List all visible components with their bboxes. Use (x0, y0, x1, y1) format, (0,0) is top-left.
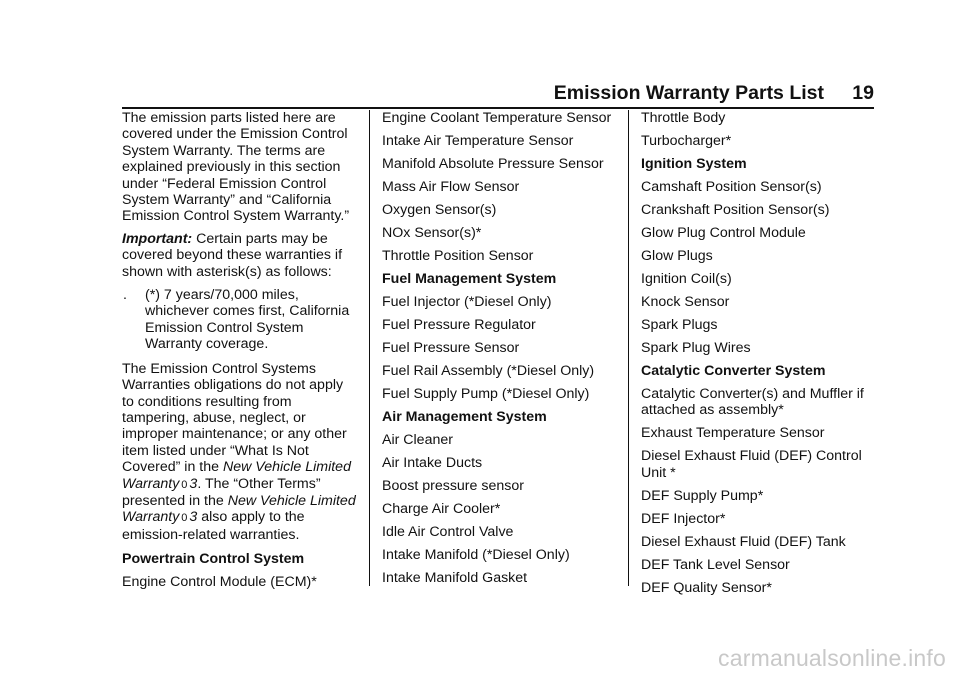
warranty-link-2[interactable]: New Vehicle Limited Warranty (122, 492, 356, 526)
list-item: Ignition Coil(s) (641, 271, 732, 287)
list-item: Oxygen Sensor(s) (382, 202, 497, 218)
list-item: Spark Plug Wires (641, 340, 751, 356)
list-item: Fuel Injector (*Diesel Only) (382, 294, 552, 310)
obligations-paragraph (122, 361, 358, 543)
list-item: Glow Plug Control Module (641, 225, 806, 241)
page-number: 19 (852, 82, 874, 104)
list-item: Air Cleaner (382, 432, 453, 448)
list-item: DEF Tank Level Sensor (641, 556, 790, 573)
column-1 (122, 110, 358, 597)
list-item: Intake Manifold (*Diesel Only) (382, 547, 570, 563)
list-item: Knock Sensor (641, 294, 730, 310)
list-item: Throttle Position Sensor (382, 248, 534, 264)
list-item: Camshaft Position Sensor(s) (641, 179, 822, 195)
bullet-marker: . (123, 287, 127, 304)
list-item: Crankshaft Position Sensor(s) (641, 202, 830, 218)
list-item: DEF Injector* (641, 510, 726, 527)
list-item: Diesel Exhaust Fluid (DEF) Tank (641, 533, 846, 550)
list-item: Intake Air Temperature Sensor (382, 133, 574, 149)
list-item: Charge Air Cooler* (382, 501, 501, 517)
list-item: Throttle Body (641, 110, 726, 126)
list-item: Turbocharger* (641, 133, 732, 149)
obligations-text-3: also apply to the emission-related warranties. (122, 509, 305, 543)
section-heading-air: Air Management System (382, 409, 547, 425)
section-heading-powertrain: Powertrain Control System (122, 551, 305, 568)
page-ref-1[interactable]: 3 (189, 475, 198, 492)
list-item: Exhaust Temperature Sensor (641, 425, 825, 442)
watermark: carmanualsonline.info (718, 645, 946, 671)
important-note (122, 231, 358, 280)
page-ref-icon: 0 (181, 478, 188, 491)
column-3 (641, 110, 877, 603)
list-item: Engine Control Module (ECM)* (122, 574, 317, 591)
list-item: Mass Air Flow Sensor (382, 179, 520, 195)
intro-paragraph: The emission parts listed here are covered under the Emission Control System Warranty. The terms are explained previously in this section under “Federal Emission Control System Warranty” and “California Emission Control System Warranty.” (122, 110, 350, 225)
important-text: Certain parts may be covered beyond these warranties if shown with asterisk(s) as follows: (122, 230, 343, 280)
list-item: Fuel Rail Assembly (*Diesel Only) (382, 363, 595, 379)
header-rule (122, 107, 874, 109)
list-item: Catalytic Converter(s) and Muffler if attached as assembly* (641, 386, 864, 419)
list-item: Idle Air Control Valve (382, 524, 514, 540)
list-item: Fuel Supply Pump (*Diesel Only) (382, 386, 590, 402)
column-2 (382, 110, 618, 593)
section-heading-fuel: Fuel Management System (382, 271, 557, 287)
list-item: NOx Sensor(s)* (382, 225, 482, 241)
bullet-text: (*) 7 years/70,000 miles, whichever comes first, California Emission Control System Warranty coverage. (145, 287, 350, 353)
list-item: Intake Manifold Gasket (382, 570, 528, 586)
list-item: Manifold Absolute Pressure Sensor (382, 156, 604, 172)
list-item: Air Intake Ducts (382, 455, 483, 471)
list-item: Boost pressure sensor (382, 478, 524, 494)
list-item: Fuel Pressure Sensor (382, 340, 520, 356)
list-item: Engine Coolant Temperature Sensor (382, 110, 612, 126)
list-item: Diesel Exhaust Fluid (DEF) Control Unit * (641, 448, 862, 481)
warranty-link-1[interactable]: New Vehicle Limited Warranty (122, 459, 351, 492)
page-title: Emission Warranty Parts List (553, 82, 824, 104)
section-heading-catalytic: Catalytic Converter System (641, 363, 826, 379)
page-ref-icon: 0 (181, 512, 188, 525)
list-item: Spark Plugs (641, 317, 718, 333)
important-label: Important: (122, 230, 193, 247)
obligations-text-2: . The “Other Terms” presented in the (122, 475, 321, 509)
section-heading-ignition: Ignition System (641, 156, 747, 172)
list-item: DEF Supply Pump* (641, 487, 764, 504)
column-divider-2 (628, 110, 629, 586)
bullet-item (122, 287, 358, 353)
column-divider-1 (369, 110, 370, 586)
list-item: Fuel Pressure Regulator (382, 317, 536, 333)
obligations-text-1: The Emission Control Systems Warranties obligations do not apply to conditions resulting from tampering, abuse, neglect, or improper maintenance; or any other item listed under “What Is Not Covered” in the (122, 360, 347, 476)
list-item: DEF Quality Sensor* (641, 579, 772, 596)
page-header (122, 82, 874, 104)
list-item: Glow Plugs (641, 248, 713, 264)
page-ref-2[interactable]: 3 (189, 509, 198, 526)
